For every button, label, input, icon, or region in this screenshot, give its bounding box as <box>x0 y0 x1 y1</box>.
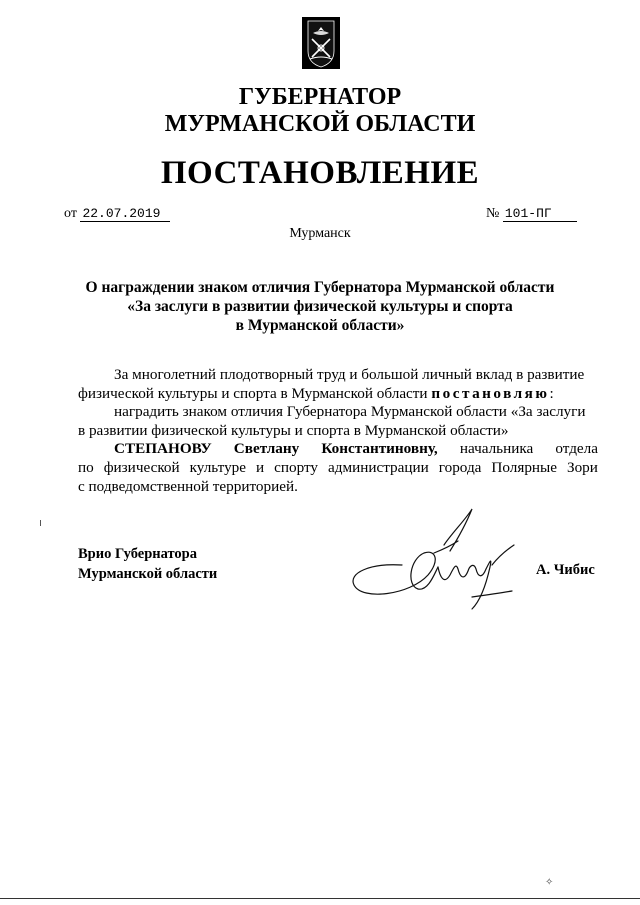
awardee-position-word-2: отдела <box>555 440 598 458</box>
awardee-line-2-word: спорту <box>274 458 319 476</box>
awardee-line-2 <box>78 459 598 478</box>
coat-of-arms-icon <box>302 17 340 69</box>
city-label: Мурманск <box>289 226 351 241</box>
body-line-3: наградить знаком отличия Губернатора Мурманской области «За заслуги <box>114 403 586 421</box>
page-bottom-edge <box>0 898 640 899</box>
awardee-line-3: с подведомственной территорией. <box>78 477 298 495</box>
awardee-surname: СТЕПАНОВУ <box>114 440 212 458</box>
body-line-4: в развитии физической культуры и спорта в Мурманской области» <box>78 421 509 439</box>
number-prefix: № <box>486 206 500 221</box>
date-field <box>64 206 170 222</box>
awardee-line <box>78 440 598 459</box>
body-line-2-end: : <box>549 384 554 402</box>
signer-position-line-2: Мурманской области <box>78 566 218 582</box>
subject-line-1: О награждении знаком отличия Губернатора Мурманской области <box>85 279 555 296</box>
body-line-2-text: физической культуры и спорта в Мурманской области <box>78 384 428 402</box>
awardee-line-2-word: и <box>256 458 265 476</box>
decree-keyword: постановляю <box>431 384 550 402</box>
signer-position <box>78 544 217 584</box>
awardee-position-word-1: начальника <box>459 440 534 458</box>
number-field <box>486 206 577 222</box>
document-subject <box>60 278 580 335</box>
authority-title: ГУБЕРНАТОР <box>238 84 402 110</box>
document-number: 101-ПГ <box>503 206 577 222</box>
awardee-line-2-word: администрации <box>328 458 429 476</box>
subject-line-3: в Мурманской области» <box>235 317 405 334</box>
signer-name: А. Чибис <box>536 562 595 578</box>
awardee-line-2-word: Полярные <box>491 458 557 476</box>
page-mark: ✧ <box>545 877 554 888</box>
subject-line-2: «За заслуги в развитии физической культуры и спорта <box>127 298 513 315</box>
document-body <box>78 366 598 496</box>
date-prefix: от <box>64 206 77 221</box>
body-line-1: За многолетний плодотворный труд и большой личный вклад в развитие <box>114 366 585 383</box>
scan-mark <box>40 520 41 526</box>
body-line-2 <box>78 385 598 404</box>
authority-region: МУРМАНСКОЙ ОБЛАСТИ <box>164 111 476 137</box>
awardee-line-2-word: города <box>438 458 482 476</box>
awardee-line-2-word: Зори <box>566 458 598 476</box>
document-type: ПОСТАНОВЛЕНИЕ <box>160 155 480 191</box>
signer-position-line-1: Врио Губернатора <box>78 546 197 562</box>
awardee-patronymic: Константиновну, <box>321 440 438 458</box>
document-date: 22.07.2019 <box>80 206 170 222</box>
awardee-first-name: Светлану <box>233 440 300 458</box>
awardee-line-2-word: физической <box>103 458 180 476</box>
awardee-line-2-word: по <box>78 458 94 476</box>
awardee-line-2-word: культуре <box>189 458 247 476</box>
handwritten-signature <box>340 505 520 610</box>
